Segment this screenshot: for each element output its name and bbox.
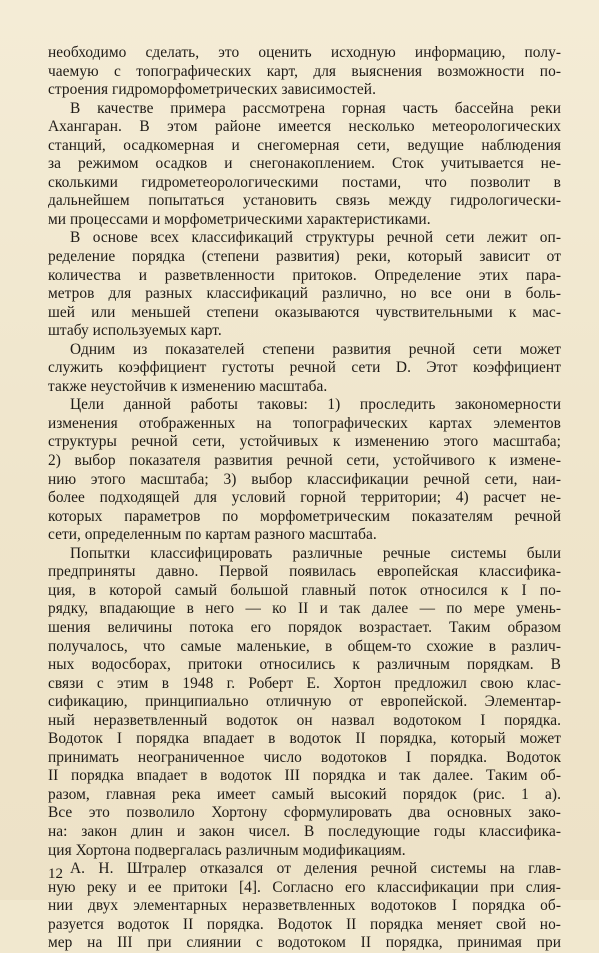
text-line: Водоток I порядка впадает в водоток II порядка, который может [48,730,561,748]
text-line: шей или меньшей степени оказываются чувствительными к мас- [48,303,561,321]
text-line: ный неразветвленный водоток он назвал водотоком I порядка. [48,711,561,729]
text-line: сификацию, принципиально отличную от европейской. Элементар- [48,693,561,711]
text-line: необходимо сделать, это оценить исходную информацию, полу- [48,44,561,61]
text-line: В качестве примера рассмотрена горная часть бассейна реки [70,99,561,117]
text-line: станций, осадкомерная и снегомерная сети, ведущие наблюдения [48,136,561,154]
text-line: ция Хортона подвергалась различным модификациям. [48,841,406,859]
text-line: нии двух элементарных неразветвленных водотоков I порядка об- [48,897,561,915]
page-number: 12 [48,866,63,882]
text-line: строения гидроморфометрических зависимостей. [48,81,376,99]
text-line: А. Н. Штралер отказался от деления речной системы на глав- [70,860,561,878]
text-line: штабу используемых карт. [48,322,222,340]
text-line: Все это позволило Хортону сформулировать два основных зако- [48,804,561,822]
text-line: более подходящей для условий горной территории; 4) расчет не- [48,489,561,507]
text-line: Одним из показателей степени развития речной сети может [70,340,561,358]
text-line: ную реку и ее притоки [4]. Согласно его классификации при слия- [48,878,561,896]
text-line: ных водосборах, притоки относились к различным порядкам. В [48,656,561,674]
text-line: количества и разветвленности притоков. Определение этих пара- [48,266,561,284]
text-line: 2) выбор показателя развития речной сети, устойчивого к измене- [48,452,561,470]
text-line: В основе всех классификаций структуры речной сети лежит оп- [70,229,561,247]
text-line: рядку, впадающие в него — ко II и так далее — по мере умень- [48,600,561,618]
text-line: получалось, что самые маленькие, в общем-то схожие в различ- [48,637,561,655]
text-line: дальнейшем попытаться установить связь между гидрологически- [48,192,561,210]
text-line: принимать неограниченное число водотоков I порядка. Водоток [48,748,561,766]
text-line: мер на III при слиянии с водотоком II порядка, принимая при [48,934,561,952]
text-line: разуется водоток II порядка. Водоток II порядка меняет свой но- [48,915,561,933]
text-line: II порядка впадает в водоток III порядка и так далее. Таким об- [48,767,561,785]
text-line: ми процессами и морфометрическими характеристиками. [48,210,431,228]
text-line: на: закон длин и закон чисел. В последующие годы классифика- [48,822,561,840]
text-line: предприняты давно. Первой появилась европейская классифика- [48,563,561,581]
text-line: Попытки классифицировать различные речные системы были [70,544,561,562]
text-line: Ахангаран. В этом районе имеется несколько метеорологических [48,118,561,136]
text-line: служить коэффициент густоты речной сети D. Этот коэффициент [48,359,561,377]
text-line: разом, главная река имеет самый высокий порядок (рис. 1 а). [48,785,561,803]
text-line: за режимом осадков и снегонакоплением. Сток учитывается не- [48,155,561,173]
text-line: связи с этим в 1948 г. Роберт Е. Хортон предложил свою клас- [48,674,561,692]
text-line: ция, в которой самый большой главный поток относился к I по- [48,581,561,599]
text-line: шения величины потока его порядок возрастает. Таким образом [48,618,561,636]
body-text [48,44,561,953]
text-line: изменения отображенных на топографических картах элементов [48,414,561,432]
text-line: нию этого масштаба; 3) выбор классификации речной сети, наи- [48,470,561,488]
text-line: которых параметров по морфометрическим показателям речной [48,507,561,525]
text-line: также неустойчив к изменению масштаба. [48,377,328,395]
text-line: ределение порядка (степени развития) реки, который зависит от [48,248,561,266]
text-line: чаемую с топографических карт, для выяснения возможности по- [48,62,561,80]
text-line: сколькими гидрометеорологическими постами, что позволит в [48,173,561,191]
text-line: сети, определенным по картам разного масштаба. [48,526,377,544]
text-line: Цели данной работы таковы: 1) проследить закономерности [70,396,561,414]
text-line: структуры речной сети, устойчивых к изменению этого масштаба; [48,433,561,451]
text-line: метров для разных классификаций различно, но все они в боль- [48,285,561,303]
